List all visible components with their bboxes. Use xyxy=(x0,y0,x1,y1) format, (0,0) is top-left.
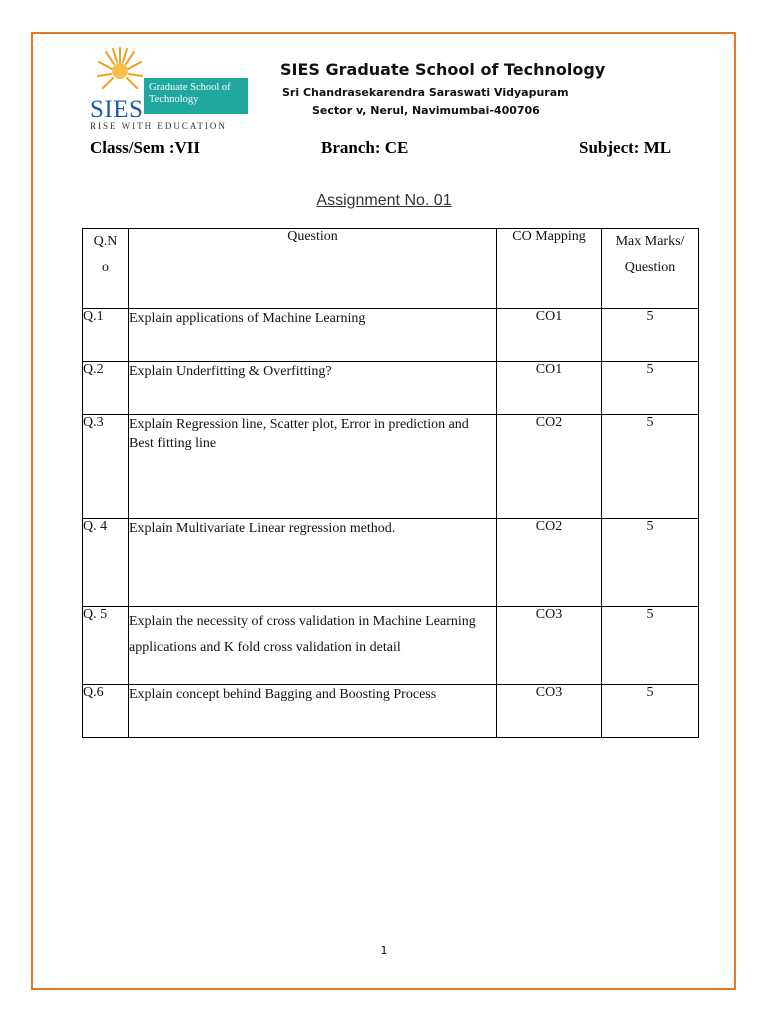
row-question: Explain Regression line, Scatter plot, Error in prediction and Best fitting line xyxy=(129,415,497,519)
table-row xyxy=(83,415,699,519)
row-question: Explain concept behind Bagging and Boosting Process xyxy=(129,685,497,738)
header-max-line1: Max Marks/ xyxy=(615,234,685,249)
institution-name: SIES Graduate School of Technology xyxy=(280,60,606,79)
header-qno-line2: o xyxy=(102,260,109,275)
header-qno-line1: Q.N xyxy=(93,234,118,249)
address-line-2: Sector v, Nerul, Navimumbai-400706 xyxy=(312,104,540,117)
row-marks: 5 xyxy=(602,415,699,519)
row-question: Explain applications of Machine Learning xyxy=(129,309,497,362)
sun-logo-icon xyxy=(92,46,148,96)
table-row xyxy=(83,309,699,362)
row-qno: Q. 4 xyxy=(83,519,129,607)
table-row xyxy=(83,362,699,415)
assignment-title xyxy=(0,192,768,210)
assignment-title-text: Assignment No. 01 xyxy=(316,192,452,209)
row-qno: Q.6 xyxy=(83,685,129,738)
row-co: CO2 xyxy=(497,519,602,607)
questions-table xyxy=(82,228,699,738)
row-qno: Q.3 xyxy=(83,415,129,519)
subject: Subject: ML xyxy=(579,138,672,157)
table-row xyxy=(83,519,699,607)
row-marks: 5 xyxy=(602,685,699,738)
page-number: 1 xyxy=(380,944,388,957)
row-marks: 5 xyxy=(602,309,699,362)
logo-sies-text: SIES xyxy=(90,96,144,123)
row-co: CO3 xyxy=(497,607,602,685)
row-qno: Q.1 xyxy=(83,309,129,362)
logo-box-text: Graduate School of Technology xyxy=(144,78,248,114)
header-max-line2: Question xyxy=(624,260,676,275)
table-header-row xyxy=(83,229,699,309)
row-question: Explain Underfitting & Overfitting? xyxy=(129,362,497,415)
row-question: Explain Multivariate Linear regression method. xyxy=(129,519,497,607)
header-qno xyxy=(83,229,129,309)
row-qno: Q. 5 xyxy=(83,607,129,685)
row-question: Explain the necessity of cross validation in Machine Learning applications and K fold cross validation in detail xyxy=(129,607,497,685)
row-co: CO1 xyxy=(497,309,602,362)
row-marks: 5 xyxy=(602,607,699,685)
table-row xyxy=(83,607,699,685)
header-co-mapping: CO Mapping xyxy=(497,229,602,309)
row-co: CO2 xyxy=(497,415,602,519)
class-sem: Class/Sem :VII xyxy=(90,138,201,157)
header-max-marks xyxy=(602,229,699,309)
institution-logo xyxy=(88,46,253,132)
row-marks: 5 xyxy=(602,519,699,607)
header-question: Question xyxy=(129,229,497,309)
table-row xyxy=(83,685,699,738)
row-qno: Q.2 xyxy=(83,362,129,415)
branch: Branch: CE xyxy=(321,138,409,157)
row-co: CO3 xyxy=(497,685,602,738)
address-line-1: Sri Chandrasekarendra Saraswati Vidyapuram xyxy=(282,86,569,99)
logo-tagline: RISE WITH EDUCATION xyxy=(90,121,227,131)
row-marks: 5 xyxy=(602,362,699,415)
row-co: CO1 xyxy=(497,362,602,415)
